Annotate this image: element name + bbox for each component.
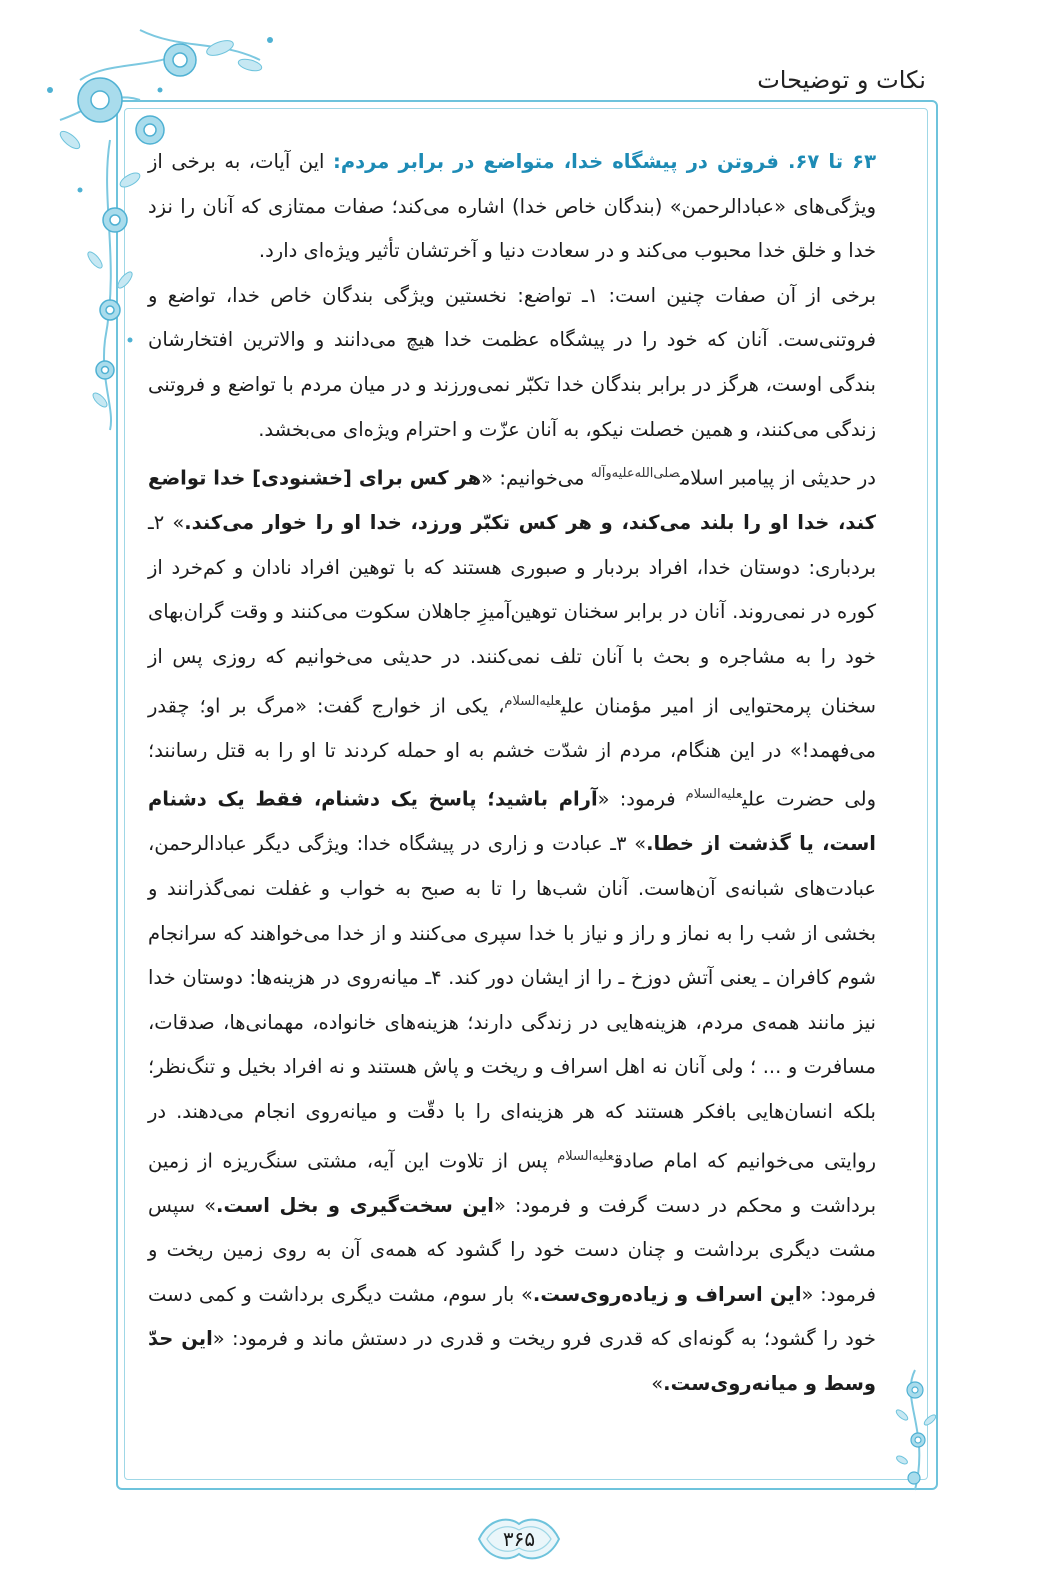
hadith-quote: این حدّ وسط و میانه‌روی‌ست. bbox=[148, 1327, 876, 1396]
honorific-mark: علیه‌السلام bbox=[685, 787, 743, 803]
text-run: پس از تلاوت این آیه، مشتی سنگ‌ریزه از زمین برداشت و محکم در دست گرفت و فرمود: « bbox=[148, 1149, 876, 1217]
text-run: می‌خوانیم: « bbox=[481, 466, 591, 490]
section-heading: ۶۳ تا ۶۷. فروتن در پیشگاه خدا، متواضع در برابر مردم: bbox=[333, 150, 876, 173]
hadith-quote: این اسراف و زیاده‌روی‌ست. bbox=[532, 1282, 802, 1306]
section-intro bbox=[148, 140, 876, 274]
hadith-quote: این سخت‌گیری و بخل است. bbox=[216, 1193, 494, 1217]
text-run: » سپس مشت دیگری برداشت و چنان دست خود را گشود که همه‌ی آن به روی زمین ریخت و فرمود: « bbox=[148, 1193, 877, 1306]
page-number: ۳۶۵ bbox=[502, 1527, 536, 1551]
hadith-quote: هر کس برای [خشنودی] خدا تواضع کند، خدا او را بلند می‌کند، و هر کس تکبّر ورزد، خدا او را خوار می‌کند. bbox=[148, 466, 876, 535]
text-run: » ۲ـ بردباری: دوستان خدا، افراد بردبار و صبوری هستند که با توهین افراد نادان و کم‌خرد از کوره در نمی‌روند. آنان در برابر سخنان توهین‌آمیزِ جاهلان سکوت می‌کنند و وقت گران‌بهای خود را به مشاجره و بحث با آنان تلف نمی‌کنند. در حدیثی می‌خوانیم که روزی پس از سخنان پرمحتوایی از امیر مؤمنان علی bbox=[148, 511, 876, 718]
page-title: نکات و توضیحات bbox=[757, 66, 926, 94]
section-intro-text: این آیات، به برخی از ویژگی‌های «عبادالرحمن» (بندگان خاص خدا) اشاره می‌کند؛ صفات ممتازی که آنان را نزد خدا و خلق خدا محبوب می‌کند و در سعادت دنیا و آخرتشان تأثیر ویژه‌ای دارد. bbox=[148, 150, 876, 263]
text-run: در حدیثی از پیامبر اسلام bbox=[679, 466, 876, 490]
text-run: » بار سوم، مشت دیگری برداشت و کمی دست خود را گشود؛ به گونه‌ای که قدری فرو ریخت و قدری در دستش ماند و فرمود: « bbox=[148, 1282, 876, 1351]
text-run: » ۳ـ عبادت و زاری در پیشگاه خدا: ویژگی دیگر عبادالرحمن، عبادت‌های شبانه‌ی آن‌هاست. آنان شب‌ها را تا به صبح به خواب و غفلت نمی‌گذرانند و بخشی از شب را به نماز و راز و نیاز با خدا سپری می‌کنند و از خدا می‌خواهند که سرانجام شوم کافران ـ یعنی آتش دوزخ ـ را از ایشان دور کند. ۴ـ میانه‌روی در هزینه‌ها: دوستان خدا نیز مانند همه‌ی مردم، هزینه‌هایی در زندگی دارند؛ هزینه‌های خانواده، مهمانی‌ها، صدقات، مسافرت و ... ؛ ولی آنان نه اهل اسراف و ریخت و پاش هستند و نه افراد بخیل و تنگ‌نظر؛ بلکه انسان‌هایی بافکر هستند که هر هزینه‌ای را با دقّت و میانه‌روی انجام می‌دهند. در روایتی می‌خوانیم که امام صادق bbox=[148, 832, 876, 1173]
document-body bbox=[148, 140, 876, 1407]
honorific-mark: علیه‌السلام bbox=[504, 693, 561, 709]
hadith-quote: آرام باشید؛ پاسخ یک دشنام، فقط یک دشنام است، یا گذشت از خطا. bbox=[148, 787, 876, 856]
floral-ornament-icon bbox=[880, 1360, 950, 1500]
paragraph: برخی از آن صفات چنین است: ۱ـ تواضع: نخستین ویژگی بندگان خاص خدا، تواضع و فروتنی‌ست. آنان که خود را در پیشگاه عظمت خدا هیچ می‌دانند و والاترین افتخارشان بندگی اوست، هرگز در برابر بندگان خدا تکبّر نمی‌ورزند و در میان مردم با تواضع و فروتنی زندگی می‌کنند، و همین خصلت نیکو، به آنان عزّت و احترام ویژه‌ای می‌بخشد. bbox=[148, 283, 876, 441]
honorific-mark: صلی‌الله‌علیه‌وآله bbox=[590, 466, 680, 482]
text-run: » bbox=[651, 1372, 664, 1396]
paragraph bbox=[148, 452, 876, 1406]
text-run: ، یکی از خوارج گفت: «مرگ بر او؛ چقدر می‌فهمد!» در این هنگام، مردم از شدّت خشم به او حمله کردند تا او را به قتل رسانند؛ ولی حضرت علی bbox=[148, 694, 876, 811]
page-number-badge bbox=[469, 1510, 569, 1568]
text-run: فرمود: « bbox=[597, 787, 686, 811]
honorific-mark: علیه‌السلام bbox=[557, 1148, 614, 1164]
